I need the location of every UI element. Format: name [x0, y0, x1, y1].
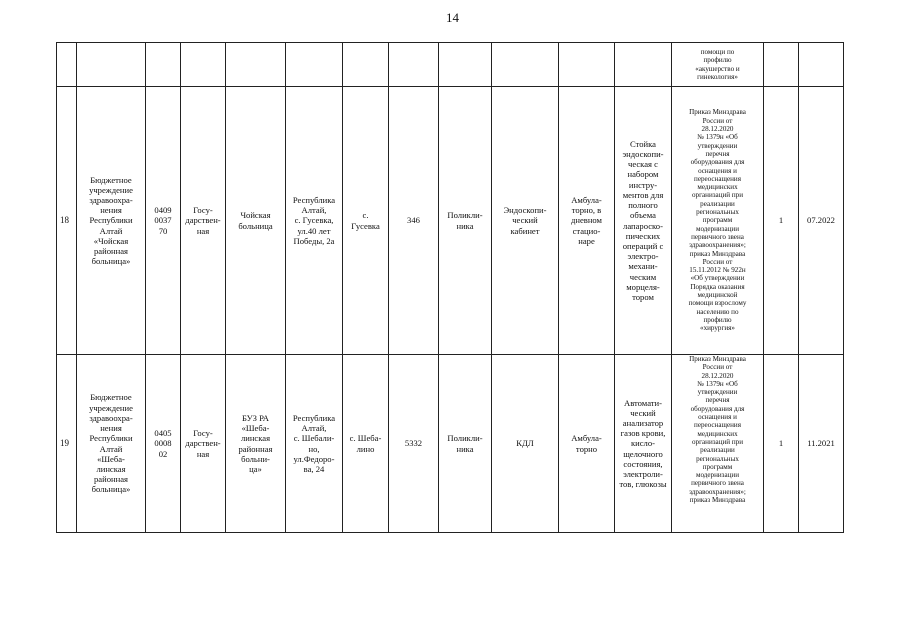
equipment-cell: Стойка эндоскопи- ческая с набором инстру- ментов для полного объема лапароско- пических операций с электро- механи- ческим морцеля- тором: [615, 87, 672, 355]
ownership-cell: [181, 43, 226, 87]
ownership-cell: Госу- дарствен- ная: [181, 87, 226, 355]
short-name-cell: БУЗ РА «Шеба- линская районная больни- ца»: [226, 355, 286, 533]
ownership-cell: Госу- дарствен- ная: [181, 355, 226, 533]
population-cell: 346: [389, 87, 439, 355]
institution-cell: Бюджетное учреждение здравоохра- нения Республики Алтай «Чойская районная больница»: [77, 87, 146, 355]
department-cell: Эндоскопи- ческий кабинет: [492, 87, 559, 355]
institution-cell: [77, 43, 146, 87]
date-cell: 11.2021: [799, 355, 844, 533]
page-number: 14: [446, 10, 459, 25]
legal-basis-cell: Приказ Минздрава России от 28.12.2020 № 1379н «Об утверждении перечня оборудования для оснащения и переоснащения медицинских организаций при реализации региональных программ модернизации первичного звена здравоохранения»; приказ Минздрава России от 15.11.2012 № 922н «Об утверждении Порядка оказания медицинской помощи взрослому населению по профилю «хирургия»: [672, 87, 764, 355]
address-cell: Республика Алтай, с. Шебали- но, ул.Федоро- ва, 24: [286, 355, 343, 533]
care-type-cell: [559, 43, 615, 87]
department-cell: КДЛ: [492, 355, 559, 533]
address-cell: [286, 43, 343, 87]
date-cell: [799, 43, 844, 87]
population-cell: [389, 43, 439, 87]
care-type-cell: Амбула- торно, в дневном стацио- наре: [559, 87, 615, 355]
department-cell: [492, 43, 559, 87]
settlement-cell: с. Гусевка: [343, 87, 389, 355]
legal-basis-cell: помощи по профилю «акушерство и гинекология»: [672, 43, 764, 87]
unit-cell: Поликли- ника: [439, 355, 492, 533]
unit-cell: Поликли- ника: [439, 87, 492, 355]
code-cell: [146, 43, 181, 87]
settlement-cell: [343, 43, 389, 87]
code-cell: 0405 0008 02: [146, 355, 181, 533]
row-number-cell: 18: [57, 87, 77, 355]
quantity-cell: [764, 43, 799, 87]
table-row-continuation: [57, 43, 844, 87]
quantity-cell: 1: [764, 355, 799, 533]
row-number-cell: [57, 43, 77, 87]
equipment-cell: [615, 43, 672, 87]
legal-basis-cell: Приказ Минздрава России от 28.12.2020 № 1379н «Об утверждении перечня оборудования для оснащения и переоснащения медицинских организаций при реализации региональных программ модернизации первичного звена здравоохранения»; приказ Минздрава: [672, 355, 764, 533]
population-cell: 5332: [389, 355, 439, 533]
institution-cell: Бюджетное учреждение здравоохра- нения Республики Алтай «Шеба- линская районная больница»: [77, 355, 146, 533]
care-type-cell: Амбула- торно: [559, 355, 615, 533]
date-cell: 07.2022: [799, 87, 844, 355]
table-row: [57, 355, 844, 533]
equipment-cell: Автомати- ческий анализатор газов крови, кисло- щелочного состояния, электроли- тов, глюкозы: [615, 355, 672, 533]
code-cell: 0409 0037 70: [146, 87, 181, 355]
short-name-cell: [226, 43, 286, 87]
short-name-cell: Чойская больница: [226, 87, 286, 355]
settlement-cell: с. Шеба- лино: [343, 355, 389, 533]
table-row: [57, 87, 844, 355]
address-cell: Республика Алтай, с. Гусевка, ул.40 лет Победы, 2а: [286, 87, 343, 355]
row-number-cell: 19: [57, 355, 77, 533]
unit-cell: [439, 43, 492, 87]
quantity-cell: 1: [764, 87, 799, 355]
equipment-registry-table: [56, 42, 844, 533]
